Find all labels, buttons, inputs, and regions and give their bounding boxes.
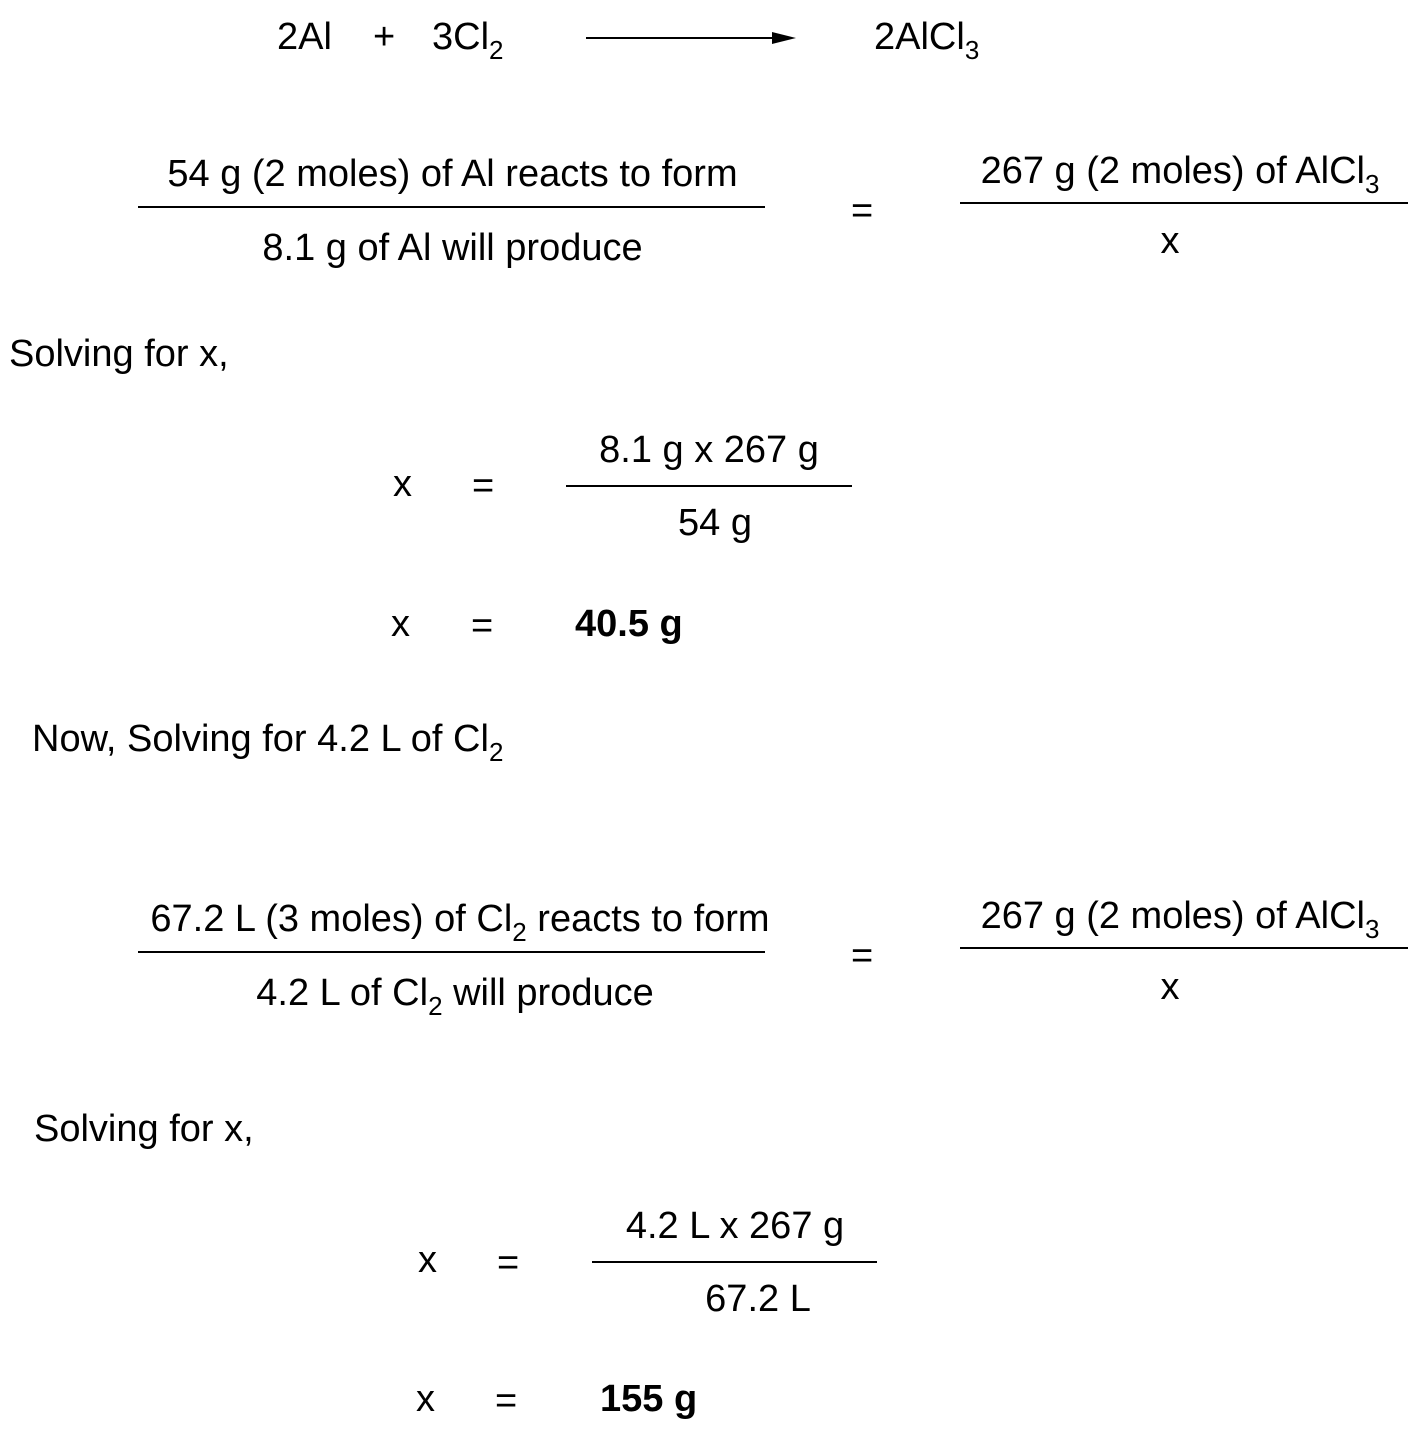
solve1-variable: x [393,463,412,505]
solve1-numerator: 8.1 g x 267 g [599,429,819,471]
ratio1-left-fraction-bar [138,206,765,208]
ratio1-right-numerator: 267 g (2 moles) of AlCl$_3$ [980,150,1380,199]
solve2-equals-sign: = [497,1242,520,1284]
ratio2-right-numerator: 267 g (2 moles) of AlCl$_3$ [980,895,1380,944]
ratio2-left-numerator: 67.2 L (3 moles) of $Cl_2$ reacts to form [150,898,770,947]
solve2-result-value: 155 g [600,1378,698,1420]
ratio2-left-denominator: 4.2 L of $Cl_2$ will produce [256,972,654,1021]
solve1-result-variable: x [391,603,410,645]
solve2-numerator: 4.2 L x 267 g [625,1205,845,1247]
solve1-equals-sign: = [472,465,495,507]
reaction-product-alcl3: 2AlCl$_3$ [874,16,980,65]
ratio1-equals-sign: = [851,190,874,232]
ratio2-left-fraction-bar [138,951,765,953]
solve1-result-equals-sign: = [471,605,494,647]
reaction-arrow-icon [586,37,776,39]
ratio1-right-denominator: x [1160,220,1180,262]
ratio1-left-denominator: 8.1 g of Al will produce [262,227,643,269]
ratio2-right-fraction-bar [960,947,1408,949]
solve2-denominator: 67.2 L [705,1278,811,1320]
solve2-fraction-bar [592,1261,877,1263]
reaction-arrow-head-icon [772,32,796,44]
solve1-heading: Solving for x, [9,333,229,375]
solve1-denominator: 54 g [678,502,752,544]
ratio1-left-numerator: 54 g (2 moles) of Al reacts to form [167,153,738,195]
solve2-result-equals-sign: = [495,1380,518,1422]
reaction-plus-sign: + [373,16,396,58]
ratio1-right-fraction-bar [960,202,1408,204]
section2-heading: Now, Solving for 4.2 L of $Cl_2$ [32,718,504,767]
solve1-result-value: 40.5 g [575,603,683,645]
solve1-fraction-bar [566,485,852,487]
ratio2-equals-sign: = [851,935,874,977]
solve2-result-variable: x [416,1378,435,1420]
reaction-reactant-cl2: $3Cl_2$ [432,16,504,65]
solve2-variable: x [418,1239,437,1281]
ratio2-right-denominator: x [1160,966,1180,1008]
solve2-heading: Solving for x, [34,1108,254,1150]
reaction-reactant-al: 2Al [277,16,332,58]
